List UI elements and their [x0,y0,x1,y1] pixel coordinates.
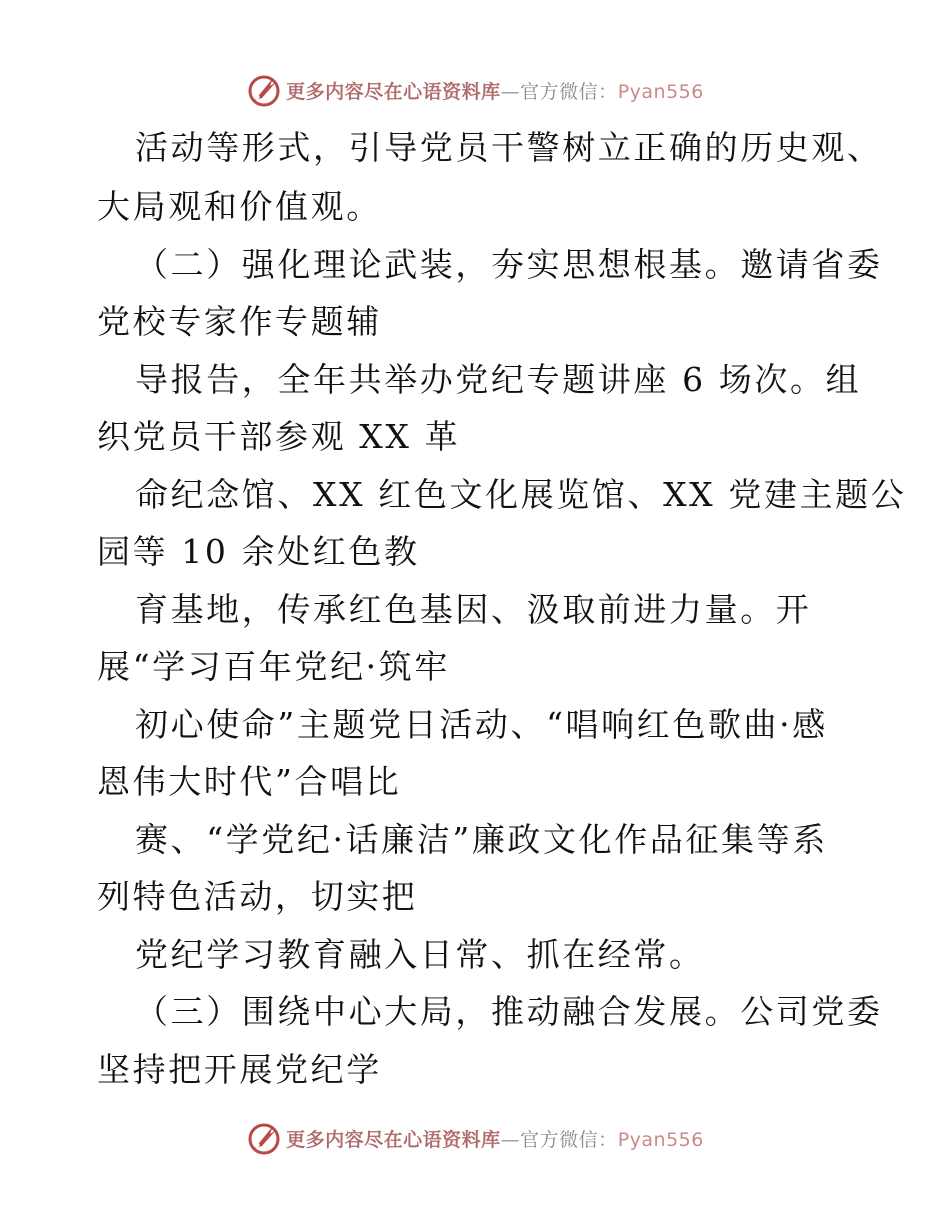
text-line: 党校专家作专题辅 [97,302,382,341]
text-line: 党纪学习教育融入日常、抓在经常。 [135,935,705,974]
header-banner [0,65,950,115]
banner-separator: — [500,1128,521,1151]
text-line: 命纪念馆、XX 红色文化展览馆、XX 党建主题公 [135,475,907,514]
text-line: 织党员干部参观 XX 革 [97,417,461,456]
text-line: 园等 10 余处红色教 [97,532,420,571]
banner-wechat-id: Pyan556 [617,80,704,103]
text-line: （二）强化理论武装，夯实思想根基。邀请省委 [135,245,883,284]
quill-logo-icon [246,1120,282,1156]
banner-separator: — [500,80,521,103]
banner-main-text: 更多内容尽在心语资料库 [286,1128,501,1151]
text-line: 列特色活动，切实把 [97,877,418,916]
text-line: 坚持把开展党纪学 [97,1050,382,1089]
text-line: 大局观和价值观。 [97,187,382,226]
banner-text [286,77,704,104]
footer-banner [0,1113,950,1163]
text-line: 导报告，全年共举办党纪专题讲座 6 场次。组 [135,360,862,399]
text-line: 展“学习百年党纪·筑牢 [97,647,450,686]
text-line: 初心使命”主题党日活动、“唱响红色歌曲·感 [135,705,828,744]
text-line: 育基地，传承红色基因、汲取前进力量。开 [135,590,812,629]
text-line: 恩伟大时代”合唱比 [97,762,402,801]
text-line: 赛、“学党纪·话廉洁”廉政文化作品征集等系 [135,820,828,859]
text-line: 活动等形式，引导党员干警树立正确的历史观、 [135,128,883,167]
banner-wechat-id: Pyan556 [617,1128,704,1151]
quill-logo-icon [246,72,282,108]
banner-text [286,1125,704,1152]
banner-sub-text: 官方微信： [520,80,618,103]
banner-sub-text: 官方微信： [520,1128,618,1151]
text-line: （三）围绕中心大局，推动融合发展。公司党委 [135,992,883,1031]
banner-main-text: 更多内容尽在心语资料库 [286,80,501,103]
